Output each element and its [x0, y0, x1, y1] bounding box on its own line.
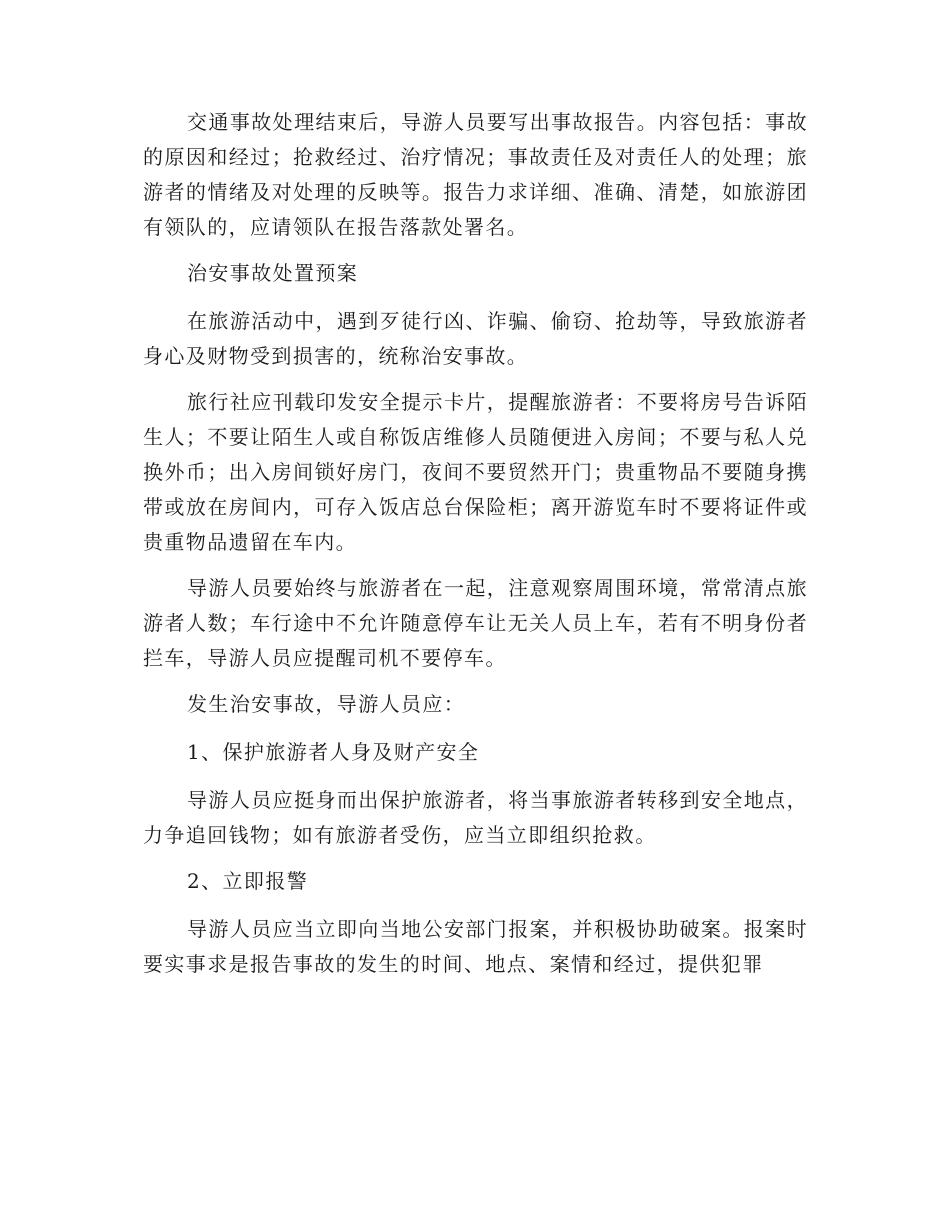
- paragraph-security-definition: 在旅游活动中，遇到歹徒行凶、诈骗、偷窃、抢劫等，导致旅游者身心及财物受到损害的，统称治安事故。: [143, 309, 808, 368]
- paragraph-report-police: 导游人员应当立即向当地公安部门报案，并积极协助破案。报案时要实事求是报告事故的发生的时间、地点、案情和经过，提供犯罪: [143, 917, 808, 976]
- paragraph-traffic-report: 交通事故处理结束后，导游人员要写出事故报告。内容包括：事故的原因和经过；抢救经过、治疗情况；事故责任及对责任人的处理；旅游者的情绪及对处理的反映等。报告力求详细、准确、清楚，如旅游团有领队的，应请领队在报告落款处署名。: [143, 110, 808, 239]
- document-body: [143, 105, 808, 993]
- paragraph-safety-card: 旅行社应刊载印发安全提示卡片，提醒旅游者：不要将房号告诉陌生人；不要让陌生人或自称饭店维修人员随便进入房间；不要与私人兑换外币；出入房间锁好房门，夜间不要贸然开门；贵重物品不要随身携带或放在房间内，可存入饭店总台保险柜；离开游览车时不要将证件或贵重物品遗留在车内。: [143, 390, 808, 554]
- paragraph-guide-vigilance: 导游人员要始终与旅游者在一起，注意观察周围环境，常常清点旅游者人数；车行途中不允许随意停车让无关人员上车，若有不明身份者拦车，导游人员应提醒司机不要停车。: [143, 576, 808, 670]
- subheading-guide-actions: 发生治安事故，导游人员应：: [187, 692, 466, 716]
- section-heading-security-plan: 治安事故处置预案: [187, 261, 359, 285]
- paragraph-protect-tourists: 导游人员应挺身而出保护旅游者，将当事旅游者转移到安全地点，力争追回钱物；如有旅游者受伤，应当立即组织抢救。: [143, 788, 808, 847]
- list-item-1-heading: 1、保护旅游者人身及财产安全: [187, 740, 480, 764]
- list-item-2-heading: 2、立即报警: [187, 869, 309, 893]
